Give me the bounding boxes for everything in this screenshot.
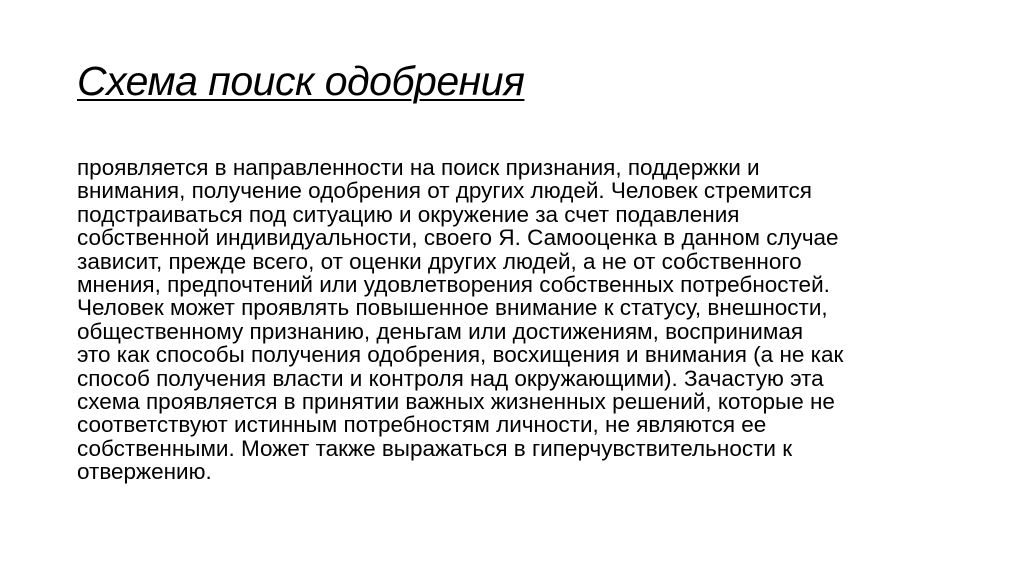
body-line: зависит, прежде всего, от оценки других людей, а не от собственного (77, 248, 802, 274)
body-line: Человек может проявлять повышенное внимание к статусу, внешности, (77, 295, 828, 321)
body-line: схема проявляется в принятии важных жизненных решений, которые не (77, 389, 835, 415)
slide-title: Схема поиск одобрения (77, 58, 525, 104)
body-line: подстраиваться под ситуацию и окружение за счет подавления (77, 201, 740, 227)
slide-body-text (77, 156, 977, 484)
body-line: отвержению. (77, 459, 212, 485)
body-line: общественному признанию, деньгам или достижениям, воспринимая (77, 318, 804, 344)
body-line: проявляется в направленности на поиск признания, поддержки и (77, 155, 760, 180)
body-line: мнения, предпочтений или удовлетворения собственных потребностей. (77, 272, 830, 298)
body-line: способ получения власти и контроля над окружающими). Зачастую эта (77, 365, 824, 391)
body-line: собственной индивидуальности, своего Я. Самооценка в данном случае (77, 225, 839, 251)
body-line: соответствуют истинным потребностям личности, не являются ее (77, 412, 767, 438)
body-line: это как способы получения одобрения, восхищения и внимания (а не как (77, 342, 844, 368)
body-line: внимания, получение одобрения от других людей. Человек стремится (77, 178, 812, 204)
body-line: собственными. Может также выражаться в гиперчувствительности к (77, 435, 793, 461)
